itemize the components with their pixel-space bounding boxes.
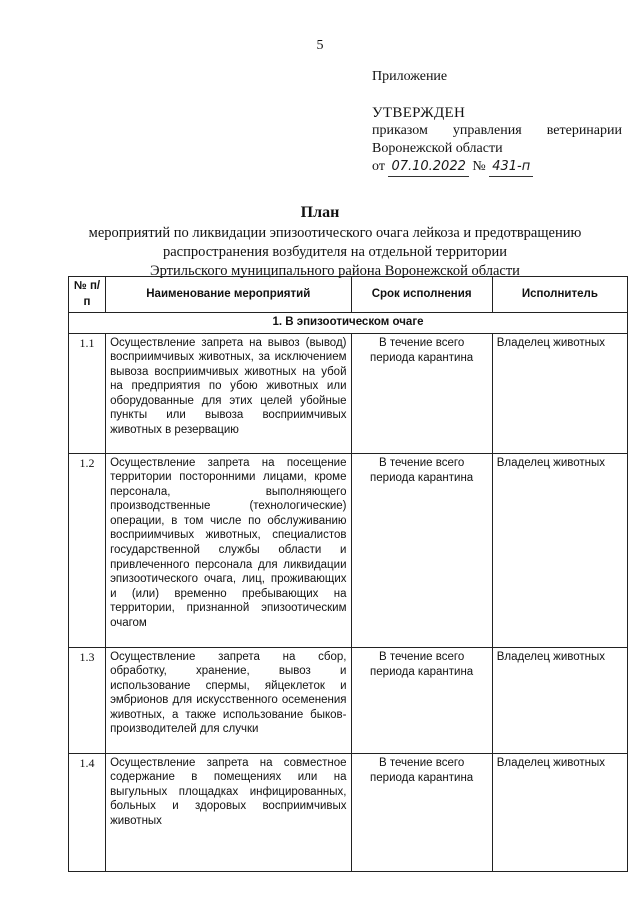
order-prefix: от [372, 159, 385, 174]
plan-subtitle-line-2: распространения возбудителя на отдельной территории [163, 244, 507, 260]
order-number-handwritten: 431-п [489, 158, 533, 177]
header-name: Наименование мероприятий [106, 277, 351, 313]
row-executor: Владелец животных [492, 453, 627, 647]
header-term: Срок исполнения [351, 277, 492, 313]
row-name: Осуществление запрета на вывоз (вывод) восприимчивых животных, за исключением вывоза восприимчивых животных на убой на предприятия по убою животных или оборудованные для этих целей убойные пункты или вывоза восприимчивых животных в резервацию [106, 333, 351, 453]
row-executor: Владелец животных [492, 647, 627, 753]
table-row [69, 753, 628, 871]
row-num: 1.2 [69, 453, 106, 647]
section-title: 1. В эпизоотическом очаге [69, 313, 628, 334]
row-term: В течение всего периода карантина [351, 453, 492, 647]
table-header-row [69, 277, 628, 313]
row-name: Осуществление запрета на совместное содержание в помещениях или на выгульных площадках инфицированных, больных и здоровых восприимчивых животных [106, 753, 351, 871]
plan-table [68, 276, 628, 872]
table-row [69, 333, 628, 453]
row-name: Осуществление запрета на сбор, обработку, хранение, вывоз и использование спермы, яйцеклеток и эмбрионов для искусственного осеменения животных, а также использование быков-производителей для случки [106, 647, 351, 753]
row-num: 1.3 [69, 647, 106, 753]
approved-label: УТВЕРЖДЕН [372, 105, 466, 121]
approval-line-2: Воронежской области [372, 141, 503, 156]
row-executor: Владелец животных [492, 333, 627, 453]
table-row [69, 647, 628, 753]
section-row [69, 313, 628, 334]
plan-subtitle [70, 224, 600, 281]
row-name: Осуществление запрета на посещение территории посторонними лицами, кроме персонала, выполняющего производственные (технологические) операции, в том числе по обслуживанию восприимчивых животных, специалистов государственной службы области и привлеченного персонала для ликвидации эпизоотического очага, лиц, проживающих и (или) временно пребывающих на территории, признанной эпизоотическим очагом [106, 453, 351, 647]
approval-line-1: приказом управления ветеринарии [372, 123, 622, 138]
page-number: 5 [316, 38, 324, 53]
header-num: № п/п [69, 277, 106, 313]
order-number-label: № [472, 159, 486, 174]
header-executor: Исполнитель [492, 277, 627, 313]
plan-subtitle-line-3: Эртильского муниципального района Воронежской области [150, 263, 520, 279]
order-line [372, 158, 622, 177]
row-executor: Владелец животных [492, 753, 627, 871]
order-date-handwritten: 07.10.2022 [388, 158, 468, 177]
table-row [69, 453, 628, 647]
row-term: В течение всего периода карантина [351, 647, 492, 753]
plan-title: План [300, 204, 340, 221]
row-term: В течение всего периода карантина [351, 333, 492, 453]
row-term: В течение всего периода карантина [351, 753, 492, 871]
appendix-label: Приложение [372, 69, 448, 84]
approval-block [372, 68, 622, 177]
row-num: 1.4 [69, 753, 106, 871]
row-num: 1.1 [69, 333, 106, 453]
plan-subtitle-line-1: мероприятий по ликвидации эпизоотического очага лейкоза и предотвращению [88, 225, 582, 241]
